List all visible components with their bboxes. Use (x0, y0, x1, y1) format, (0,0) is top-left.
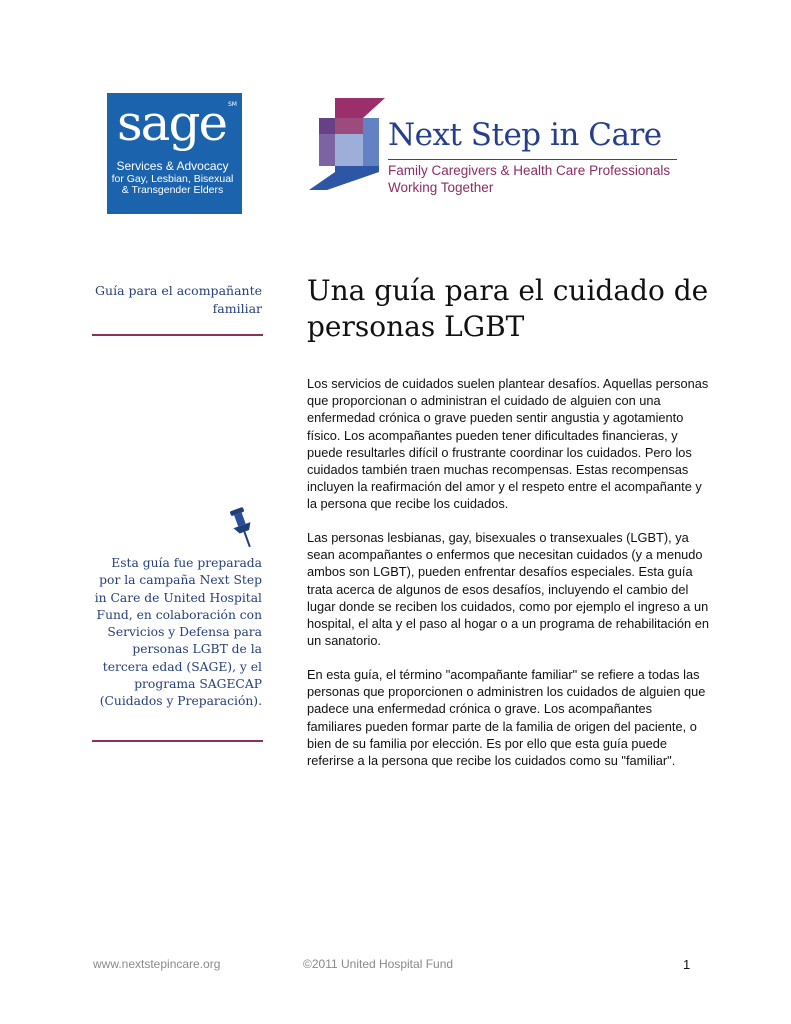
body-paragraph: En esta guía, el término "acompañante familiar" se refiere a todas las personas que proporcionen o administren los cuidados de alguien que padece una enfermedad crónica o grave. Los acompañantes familiares pueden formar parte de la familia de origen del paciente, o bien de su familia por elección. Es por ello que esta guía puede referirse a la persona que recibe los cuidados como su "familiar". (307, 667, 706, 769)
body-paragraph: Los servicios de cuidados suelen plantear desafíos. Aquellas personas que proporcionan o administran el cuidado de alguien con una enfermedad crónica o grave pueden sentir angustia y agotamiento físico. Los acompañantes pueden tener dificultades financieras, y puede resultarles difícil o frustrante coordinar los cuidados. Pero los cuidados también traen muchas recompensas. Estas recompensas incluyen la reafirmación del amor y el respeto entre el acompañante y la persona que recibe los cuidados. (307, 376, 709, 512)
body-paragraph: Las personas lesbianas, gay, bisexuales o transexuales (LGBT), ya sean acompañantes o enfermos que necesitan cuidados (y a menudo ambos son LGBT), pueden enfrentar desafíos especiales. Esta guía trata acerca de algunos de esos desafíos, incluyendo el cambio del lugar donde se reciben los cuidados, como por ejemplo el ingreso a un hospital, el alta y el paso al hogar o a un programa de rehabilitación en un sanatorio. (307, 530, 709, 649)
sage-logo-word: sage (117, 94, 227, 152)
pushpin-icon (230, 506, 256, 550)
next-step-logo-subtitle (388, 162, 670, 196)
sage-logo-mark: SM (228, 101, 237, 108)
sidebar-divider-top (92, 334, 263, 336)
next-step-logo-title: Next Step in Care (388, 117, 662, 153)
sage-logo (107, 93, 242, 214)
next-step-logo-mark-icon (305, 96, 387, 192)
next-step-logo-divider (388, 159, 677, 160)
page-number: 1 (683, 957, 691, 972)
page-title: Una guía para el cuidado de personas LGBT (307, 274, 709, 343)
footer-copyright: ©2011 United Hospital Fund (303, 957, 454, 971)
next-step-logo-subtitle-line: Family Caregivers & Health Care Professionals (388, 163, 671, 178)
sage-tagline-line: & Transgender Elders (121, 184, 224, 196)
sage-logo-tagline (107, 161, 238, 197)
footer-website: www.nextstepincare.org (93, 957, 221, 971)
sidebar-preparation-note: Esta guía fue preparada por la campaña Next Step in Care de United Hospital Fund, en colaboración con Servicios y Defensa para personas LGBT de la tercera edad (SAGE), y el programa SAGECAP (Cuidados y Preparación). (94, 556, 262, 709)
sage-tagline-line: Services & Advocacy (116, 159, 229, 173)
sidebar-guide-label: Guía para el acompañante familiar (95, 283, 262, 316)
sidebar-divider-bottom (92, 740, 263, 742)
next-step-logo-subtitle-line: Working Together (388, 180, 494, 195)
sage-tagline-line: for Gay, Lesbian, Bisexual (111, 172, 234, 185)
